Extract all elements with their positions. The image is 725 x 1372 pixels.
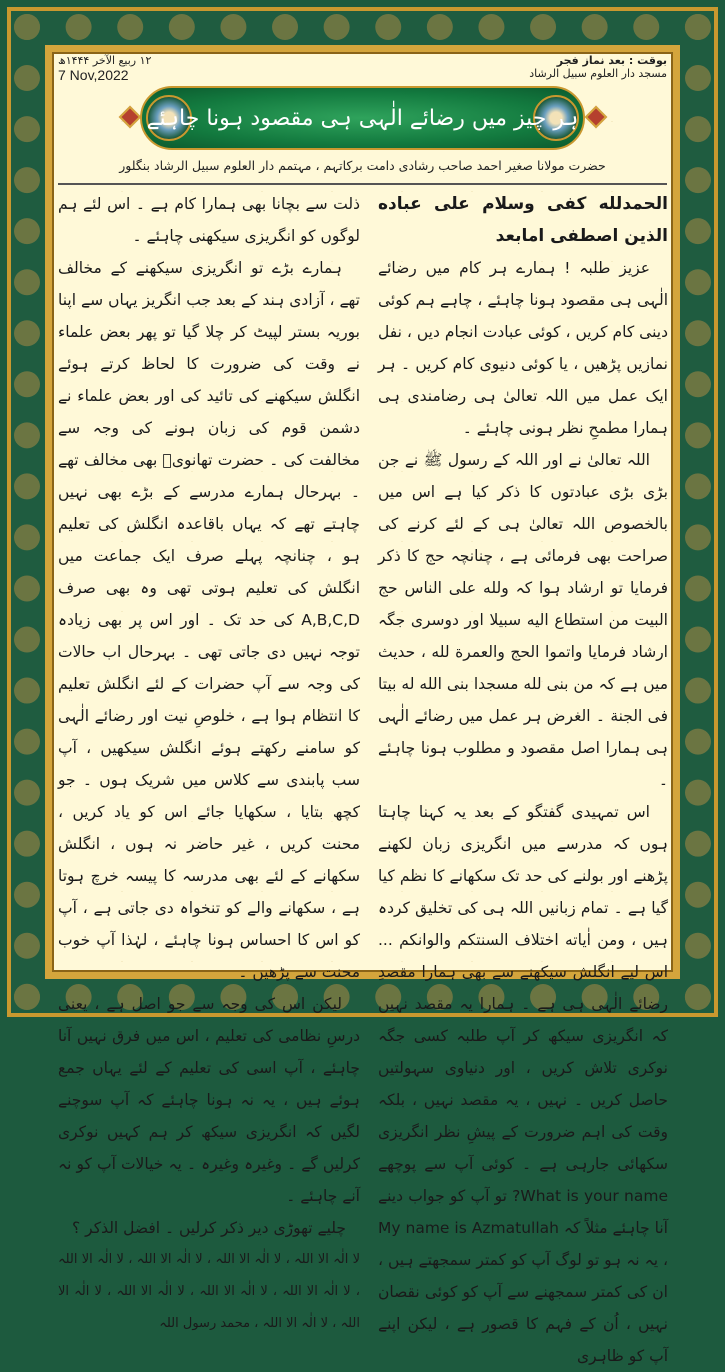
title-banner xyxy=(140,86,585,150)
gregorian-date: 7 Nov,2022 xyxy=(58,67,129,83)
page-title: ہر چیز میں رضائے الٰہی ہی مقصود ہونا چاہئے xyxy=(146,105,579,131)
author-line: حضرت مولانا صغیر احمد صاحب رشادی دامت برکاتہم ، مہتمم دار العلوم سبیل الرشاد بنگلور xyxy=(119,158,606,173)
closing-line: چلیے تھوڑی دیر ذکر کرلیں ۔ افضل الذکر ؟ xyxy=(71,1219,346,1237)
venue: مسجد دار العلوم سبیل الرشاد xyxy=(529,67,667,80)
time-venue-block xyxy=(529,54,667,80)
hijri-date: ۱۲ ربیع الآخر ۱۴۴۴ھ xyxy=(58,54,152,67)
divider xyxy=(58,183,667,185)
paragraph: اس تمہیدی گفتگو کے بعد یہ کہنا چاہتا ہوں کہ مدرسے میں انگریزی زبان لکھنے پڑھنے اور بولنے کی حد تک سکھانے کا نظم کیا گیا ہے ۔ تمام زبانیں اللہ ہی کی تخلیق کردہ ہیں ، ومن اٰياته اختلاف السنتكم والوانكم ... اس لیے انگلش سیکھنے سے بھی ہمارا مقصدِ رضائے الٰہی ہی ہے ۔ ہمارا یہ مقصد نہیں کہ انگریزی سیکھ کر آپ طلبہ کسی جگہ نوکری تلاش کریں ، اور دنیاوی سہولتیں حاصل کریں ۔ نہیں ، یہ مقصد نہیں ، بلکہ وقت کی اہم ضرورت کے پیشِ نظر انگریزی سکھائی جارہی ہے ۔ کوئی آپ سے پوچھے What is your name? تو آپ کو جواب دینے آنا چاہئے مثلاً کہ My name is Azmatullah ، یہ نہ ہو تو لوگ آپ کو کمتر سمجھتے ہیں ، ان کی کمتر سمجھنے سے آپ کو کوئی نقصان نہیں ، اُن کے فہم کا قصور ہے ، لیکن اپنے آپ کو ظاہری xyxy=(378,803,668,1365)
left-column xyxy=(58,188,360,1340)
paragraph: ذلت سے بچانا بھی ہمارا کام ہے ۔ اس لئے ہم لوگوں کو انگریزی سیکھنی چاہئے ۔ xyxy=(58,195,360,245)
zikr-text: لا الٰہ الا اللہ ، لا الٰہ الا اللہ ، لا الٰہ الا اللہ ، لا الٰہ الا اللہ ، لا الٰہ الا اللہ ، لا الٰہ الا اللہ ، لا الٰہ الا اللہ ، لا الٰہ الا اللہ ، لا الٰہ الا اللہ ، محمد رسول اللہ xyxy=(58,1252,360,1331)
paragraph: اللہ تعالیٰ نے اور اللہ کے رسول ﷺ نے جن بڑی بڑی عبادتوں کا ذکر کیا ہے اس میں بالخصوص اللہ تعالیٰ ہی کے لئے کرنے کی صراحت بھی فرمائی ہے ، چنانچہ حج کا ذکر فرمایا تو ارشاد ہوا کہ ولله على الناس حج البيت من استطاع اليه سبيلا اور دوسری جگہ ارشاد فرمایا واتموا الحج والعمرة لله ، حدیث میں ہے کہ من بنى لله مسجدا بنى الله له بيتا فى الجنة ۔ الغرض ہر عمل میں رضائے الٰہی ہی ہمارا اصل مقصود و مطلوب ہونا چاہئے ۔ xyxy=(378,451,668,789)
time-label: بوقت : بعد نماز فجر xyxy=(556,54,667,67)
paragraph: عزیز طلبہ ! ہمارے ہر کام میں رضائے الٰہی ہی مقصود ہونا چاہئے ، چاہے ہم کوئی دینی کام کریں ، کوئی عبادت انجام دیں ، نفل نمازیں پڑھیں ، یا کوئی دنیوی کام کریں ۔ ہر ایک عمل میں اللہ تعالیٰ ہی رضامندی ہی ہمارا مطمحِ نظر ہونی چاہئے ۔ xyxy=(378,259,668,437)
opening-heading: الحمدلله کفی وسلام علی عباده الذین اصطفی امابعد xyxy=(378,194,668,246)
paragraph: ہمارے بڑے تو انگریزی سیکھنے کے مخالف تھے ، آزادی ہند کے بعد جب انگریز یہاں سے اپنا بوریہ بستر لپیٹ کر چلا گیا تو پھر بعض علماء نے وقت کی ضرورت کا لحاظ کرتے ہوئے انگلش سیکھنے کی تائید کی اور بعض علماء نے دشمن قوم کی زبان ہونے کی وجہ سے مخالفت کی ۔ حضرت تھانویؒ بھی مخالف تھے ۔ بہرحال ہمارے مدرسے کے بڑے بھی نہیں چاہتے تھے کہ یہاں باقاعدہ انگلش کی تعلیم ہو ، چنانچہ پہلے صرف ایک جماعت میں انگلش کی تعلیم ہوتی تھی وہ بھی صرف A,B,C,D کی حد تک ۔ اور اس پر بھی زیادہ توجہ نہیں دی جاتی تھی ۔ بہرحال اب حالات کی وجہ سے آپ حضرات کے لئے انگلش تعلیم کا انتظام ہوا ہے ، خلوصِ نیت اور رضائے الٰہی کو سامنے رکھتے ہوئے انگلش سیکھیں ، آپ سب پابندی سے کلاس میں شریک ہوں ۔ جو کچھ بتایا ، سکھایا جائے اس کو یاد کریں ، محنت کریں ، غیر حاضر نہ ہوں ، انگلش سکھانے کے لئے بھی مدرسہ کا پیسہ خرچ ہوتا ہے ، سکھانے والے کو تنخواہ دی جاتی ہے ، آپ کو اس کا احساس ہونا چاہئے ، لہٰذا آپ خوب محنت سے پڑھیں ۔ xyxy=(58,259,360,981)
paragraph: لیکن اس کی وجہ سے جو اصل ہے ، یعنی درسِ نظامی کی تعلیم ، اس میں فرق نہیں آنا چاہئے ، آپ اسی کی تعلیم کے لئے یہاں جمع ہوئے ہیں ، یہ نہ ہونا چاہئے کہ آپ سوچنے لگیں کہ انگریزی سیکھ کر ہم کہیں نوکری کرلیں گے ۔ وغیرہ وغیرہ ۔ یہ خیالات آپ کو نہ آنے چاہئے ۔ xyxy=(58,995,360,1205)
date-block xyxy=(58,54,151,83)
right-column xyxy=(378,188,668,1372)
